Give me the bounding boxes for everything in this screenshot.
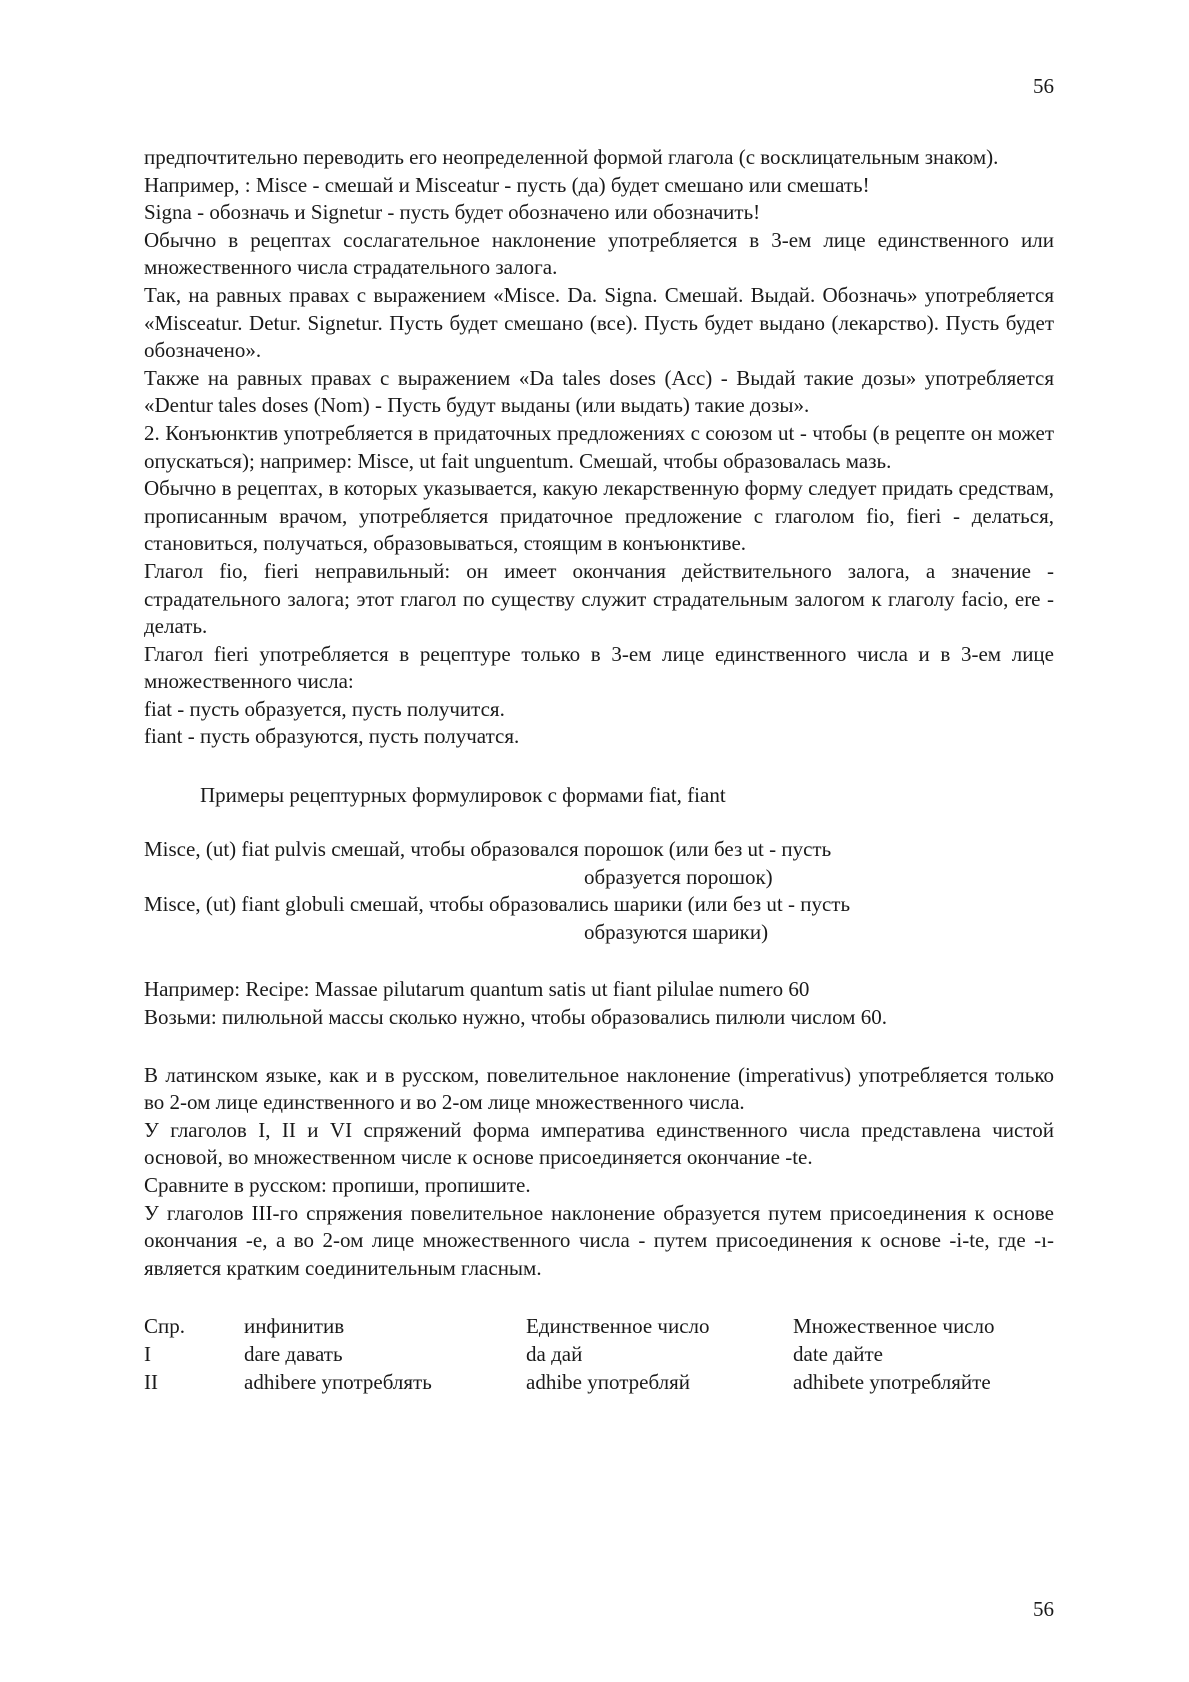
table-header-cell: Множественное число <box>793 1314 995 1339</box>
paragraph: 2. Конъюнктив употребляется в придаточных предложениях с союзом ut - чтобы (в рецепте он может опускаться); например: Misce, ut fait unguentum. Смешай, чтобы образовалась мазь. <box>144 420 1054 473</box>
example-line: Misce, (ut) fiat pulvis смешай, чтобы образовался порошок (или без ut - пусть <box>144 837 832 862</box>
table-header-row <box>144 1312 994 1340</box>
conjugation-table <box>144 1312 994 1396</box>
page-number-top: 56 <box>1033 74 1054 98</box>
paragraph: Глагол fio, fieri неправильный: он имеет окончания действительного залога, а значение - страдательного залога; этот глагол по существу служит страдательным залогом к глаголу facio, ere - делать. <box>144 558 1054 639</box>
table-cell: I <box>144 1342 151 1367</box>
table-cell: dare давать <box>244 1342 343 1367</box>
recipe-latin: Например: Recipe: Massae pilutarum quantum satis ut fiant pilulae numero 60 <box>144 977 810 1002</box>
paragraph: В латинском языке, как и в русском, повелительное наклонение (imperativus) употребляется только во 2-ом лице единственного и во 2-ом лице множественного числа. <box>144 1062 1054 1115</box>
example-line: Misce, (ut) fiant globuli смешай, чтобы образовались шарики (или без ut - пусть <box>144 892 851 917</box>
page-number-bottom: 56 <box>1033 1597 1054 1621</box>
paragraph: У глаголов III-го спряжения повелительное наклонение образуется путем присоединения к основе окончания -e, а во 2-ом лице множественного числа - путем присоединения к основе -i-te, где -ı- является кратким соединительным гласным. <box>144 1200 1054 1280</box>
table-cell: adhibete употребляйте <box>793 1370 991 1395</box>
table-header-cell: инфинитив <box>244 1314 345 1339</box>
table-row <box>144 1340 994 1368</box>
paragraph: Обычно в рецептах, в которых указывается, какую лекарственную форму следует придать средствам, прописанным врачом, употребляется придаточное предложение с глаголом fio, fieri - делаться, становиться, получаться, образовываться, стоящим в конъюнктиве. <box>144 476 1054 556</box>
example-continuation: образуется порошок) <box>584 864 773 889</box>
table-cell: date дайте <box>793 1342 883 1367</box>
paragraph: fiant - пусть образуются, пусть получатся. <box>144 724 520 749</box>
table-row <box>144 1368 994 1396</box>
recipe-russian: Возьми: пилюльной массы сколько нужно, чтобы образовались пилюли числом 60. <box>144 1005 887 1030</box>
table-header-cell: Спр. <box>144 1314 185 1339</box>
table-header-cell: Единственное число <box>526 1314 710 1339</box>
paragraph: fiat - пусть образуется, пусть получится. <box>144 696 505 721</box>
section-heading: Примеры рецептурных формулировок с формами fiat, fiant <box>200 783 726 808</box>
paragraph: Обычно в рецептах сослагательное наклонение употребляется в 3-ем лице единственного или множественного числа страдательного залога. <box>144 227 1054 280</box>
paragraph: У глаголов I, II и VI спряжений форма императива единственного числа представлена чистой основой, во множественном числе к основе присоединяется окончание -te. <box>144 1117 1054 1170</box>
paragraph: Также на равных правах с выражением «Da tales doses (Acc) - Выдай такие дозы» употребляется «Dentur tales doses (Nom) - Пусть будут выданы (или выдать) такие дозы». <box>144 365 1054 418</box>
paragraph: Например, : Misce - смешай и Misceatur - пусть (да) будет смешано или смешать! <box>144 172 870 197</box>
paragraph: Глагол fieri употребляется в рецептуре только в 3-ем лице единственного числа и в 3-ем лице множественного числа: <box>144 641 1054 694</box>
table-cell: adhibe употребляй <box>526 1370 690 1395</box>
paragraph: Сравните в русском: пропиши, пропишите. <box>144 1173 531 1197</box>
example-item <box>144 836 1054 891</box>
paragraph: Signa - обозначь и Signetur - пусть будет обозначено или обозначить! <box>144 200 761 225</box>
paragraph: Так, на равных правах с выражением «Misce. Da. Signa. Смешай. Выдай. Обозначь» употребляется «Misceatur. Detur. Signetur. Пусть будет смешано (все). Пусть будет выдано (лекарство). Пусть будет обозначено». <box>144 282 1054 363</box>
example-item <box>144 891 1054 946</box>
table-cell: adhibere употреблять <box>244 1370 432 1395</box>
example-continuation: образуются шарики) <box>584 919 769 944</box>
page-body <box>144 144 1054 1396</box>
paragraph: предпочтительно переводить его неопределенной формой глагола (с восклицательным знаком). <box>144 145 999 169</box>
table-cell: II <box>144 1370 158 1395</box>
table-cell: da дай <box>526 1342 583 1367</box>
